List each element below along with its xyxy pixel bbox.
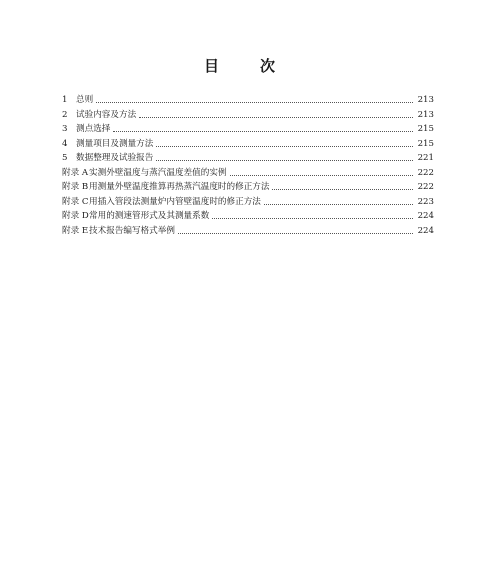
toc-entry-page: 221	[417, 153, 434, 163]
toc-dot-leader	[212, 209, 413, 219]
toc-entry	[62, 93, 434, 108]
toc-entry-number: 附录 A	[62, 167, 89, 178]
toc-dot-leader	[156, 137, 413, 147]
toc-entry-number: 2	[62, 109, 68, 120]
toc-entry-page: 213	[417, 109, 434, 120]
toc-dot-leader	[264, 195, 413, 205]
toc-entry-page: 215	[417, 124, 434, 134]
toc-entry	[62, 209, 434, 224]
toc-entry-page: 222	[417, 182, 434, 192]
toc-entry-label: 测量项目及测量方法	[76, 138, 154, 149]
toc-dot-leader	[178, 224, 413, 234]
toc-entry	[62, 195, 434, 210]
toc-entry-number: 1	[62, 95, 68, 105]
toc-entry-number: 附录 B	[62, 182, 89, 192]
toc-dot-leader	[272, 180, 413, 190]
toc-entry	[62, 137, 434, 152]
toc-heading-left: 目	[203, 57, 220, 75]
toc-dot-leader	[113, 122, 413, 132]
toc-entry-number: 附录 D	[62, 211, 89, 221]
toc-entry	[62, 151, 434, 166]
toc-entry-label: 数据整理及试验报告	[76, 153, 154, 163]
toc-entry	[62, 166, 434, 181]
toc-list	[62, 93, 434, 238]
toc-dot-leader	[139, 108, 413, 118]
toc-entry-page: 213	[417, 95, 434, 105]
toc-entry-number: 4	[62, 138, 68, 149]
toc-entry-number: 附录 C	[62, 196, 89, 207]
toc-entry-label: 常用的测速管形式及其测量系数	[89, 211, 210, 221]
toc-entry	[62, 180, 434, 195]
toc-entry-page: 224	[417, 225, 434, 236]
toc-entry-number: 附录 E	[62, 225, 89, 236]
toc-entry-label: 试验内容及方法	[76, 109, 137, 120]
toc-entry	[62, 224, 434, 239]
toc-entry-page: 223	[417, 196, 434, 207]
toc-entry-label: 用插入管段法测量炉内管壁温度时的修正方法	[89, 196, 261, 207]
toc-dot-leader	[156, 151, 413, 161]
toc-dot-leader	[96, 93, 413, 103]
toc-heading-right: 次	[260, 57, 277, 75]
toc-entry-label: 测点选择	[76, 124, 111, 134]
toc-heading	[0, 55, 480, 76]
toc-entry-page: 215	[417, 138, 434, 149]
toc-entry-number: 5	[62, 153, 68, 163]
toc-entry-label: 技术报告编写格式举例	[89, 225, 175, 236]
toc-entry-page: 224	[417, 211, 434, 221]
toc-entry-label: 用测量外壁温度推算再热蒸汽温度时的修正方法	[89, 182, 270, 192]
toc-entry	[62, 108, 434, 123]
toc-entry-number: 3	[62, 124, 68, 134]
toc-entry	[62, 122, 434, 137]
toc-entry-label: 实测外壁温度与蒸汽温度差值的实例	[89, 167, 227, 178]
toc-dot-leader	[230, 166, 413, 176]
toc-entry-page: 222	[417, 167, 434, 178]
toc-entry-label: 总则	[76, 95, 94, 105]
